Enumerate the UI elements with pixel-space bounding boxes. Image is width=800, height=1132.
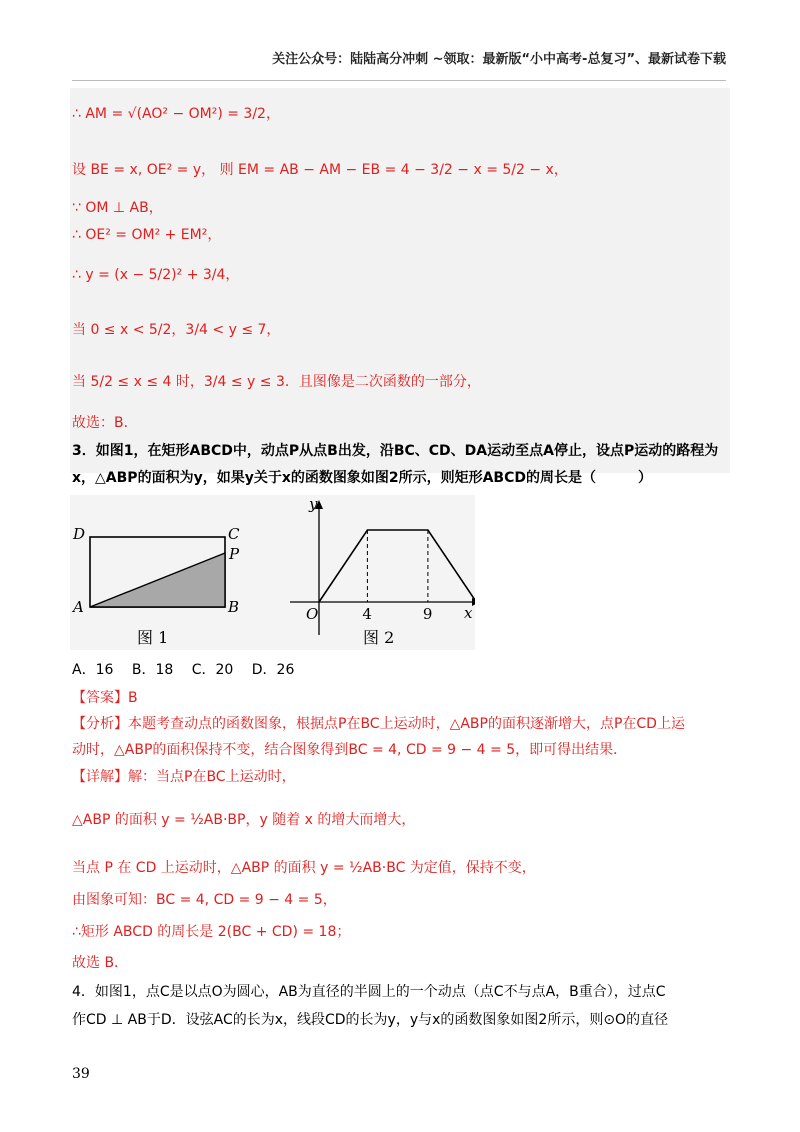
prev-solution-line-6: 当 0 ≤ x < 5/2，3/4 < y ≤ 7， [72, 322, 281, 338]
label-d: D [73, 525, 86, 543]
x-axis-label: x [464, 604, 473, 622]
q3-options: A．16 B．18 C．20 D．26 [72, 662, 295, 678]
q3-detail-line-5: ∴矩形 ABCD 的周长是 2(BC + CD) = 18； [72, 924, 351, 940]
figure-1-caption: 图 1 [137, 628, 169, 647]
prev-solution-line-2 [72, 160, 728, 180]
label-c: C [228, 525, 240, 543]
prev-solution-line-1: ∴ AM = √(AO² − OM²) = 3/2， [72, 106, 280, 122]
q3-detail-line-3: 当点 P 在 CD 上运动时，△ABP 的面积 y = ½AB·BC 为定值，保持不变， [72, 860, 536, 876]
label-p: P [229, 545, 240, 563]
header-divider [72, 80, 726, 81]
q4-stem-line-2: 作CD ⊥ AB于D．设弦AC的长为x，线段CD的长为y，y与x的函数图象如图2所示，则⊙O的直径 [72, 1012, 669, 1028]
q3-answer: 【答案】B [72, 690, 138, 706]
y-axis-label: y [309, 495, 318, 513]
prev-solution-line-2-prefix: 设 BE = x, OE² = y， [72, 162, 216, 178]
prev-solution-line-4: ∴ OE² = OM² + EM²， [72, 227, 222, 243]
label-a: A [73, 598, 84, 616]
q3-detail-line-4: 由图象可知：BC = 4, CD = 9 − 4 = 5， [72, 892, 337, 908]
q4-stem-line-1: 4．如图1，点C是以点O为圆心，AB为直径的半圆上的一个动点（点C不与点A，B重合），过点C [72, 984, 666, 1000]
q3-stem-line-1: 3．如图1，在矩形ABCD中，动点P从点B出发，沿BC、CD、DA运动至点A停止，设点P运动的路程为 [72, 443, 719, 459]
q3-detail-line-2: △ABP 的面积 y = ½AB·BP，y 随着 x 的增大而增大， [72, 812, 416, 828]
prev-solution-line-7: 当 5/2 ≤ x ≤ 4 时，3/4 ≤ y ≤ 3．且图像是二次函数的一部分， [72, 374, 481, 390]
label-b: B [228, 598, 240, 616]
tick-label-9: 9 [422, 605, 433, 623]
tick-label-4: 4 [362, 605, 372, 623]
q3-figures [70, 495, 475, 650]
q3-conclusion: 故选 B． [72, 955, 129, 971]
page-header: 关注公众号：陆陆高分冲刺 ~领取：最新版“小中高考-总复习”、最新试卷下载 [272, 52, 726, 67]
prev-solution-line-2-rest: 则 EM = AB − AM − EB = 4 − 3/2 − x = 5/2 − x， [219, 162, 568, 178]
figures-svg [70, 495, 475, 650]
page-number: 39 [72, 1066, 90, 1082]
function-graph-line [319, 530, 475, 602]
prev-solution-line-5: ∴ y = (x − 5/2)² + 3/4， [72, 267, 240, 283]
tick-label-origin: O [306, 605, 319, 623]
q3-stem-line-2: x，△ABP的面积为y，如果y关于x的函数图象如图2所示，则矩形ABCD的周长是（ ） [72, 470, 652, 486]
prev-solution-answer: 故选：B． [72, 415, 138, 431]
figure-2-caption: 图 2 [363, 628, 395, 647]
q3-analysis-line-1: 【分析】本题考查动点的函数图象，根据点P在BC上运动时，△ABP的面积逐渐增大，点P在CD上运 [72, 716, 685, 732]
q3-detail-line-1: 【详解】解：当点P在BC上运动时， [72, 769, 296, 785]
prev-solution-line-3: ∵ OM ⊥ AB， [72, 200, 163, 216]
q3-analysis-line-2: 动时，△ABP的面积保持不变，结合图象得到BC = 4, CD = 9 − 4 = 5，即可得出结果． [72, 742, 628, 758]
triangle-abp [90, 553, 225, 607]
